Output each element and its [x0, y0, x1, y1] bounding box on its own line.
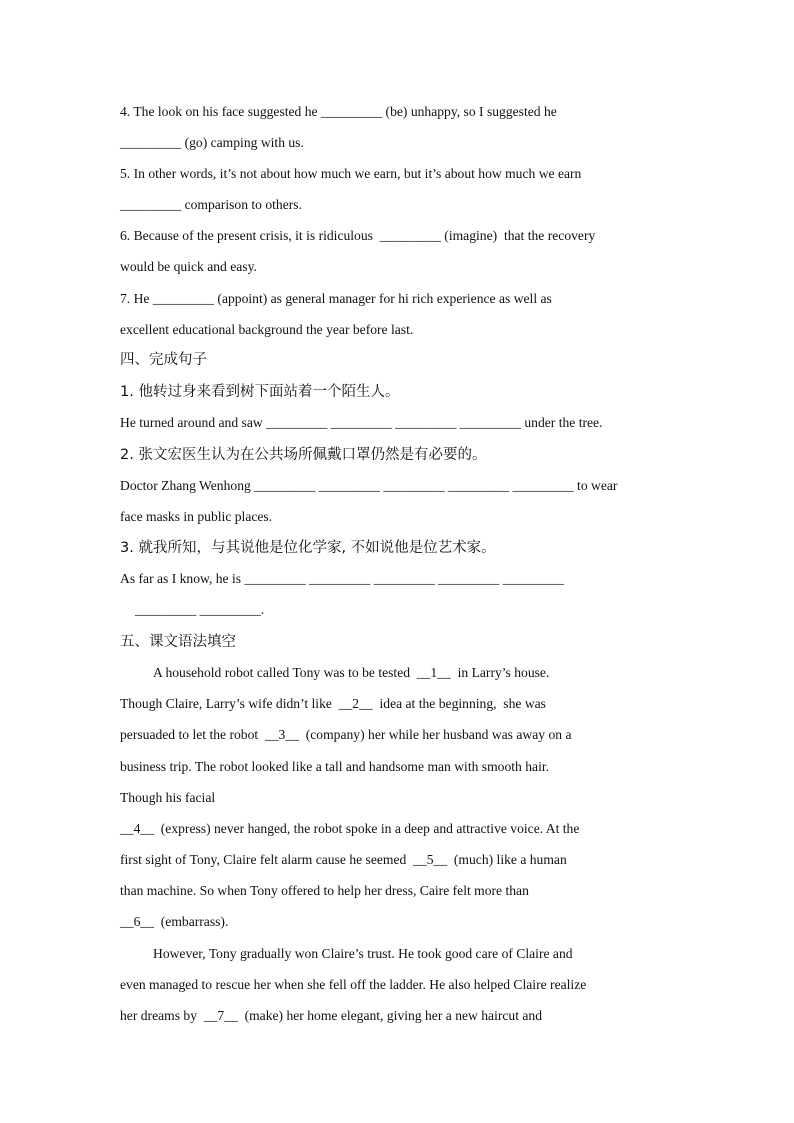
passage-line-2: Though Claire, Larry’s wife didn’t like __2__ idea at the beginning, she was: [120, 696, 546, 711]
passage-line-9: __6__ (embarrass).: [120, 914, 229, 929]
passage-line-5: Though his facial: [120, 790, 216, 805]
section-5-heading: 五、课文语法填空: [120, 634, 236, 650]
question-5-line-1: 5. In other words, it’s not about how much we earn, but it’s about how much we earn: [120, 166, 582, 181]
question-6-line-2: would be quick and easy.: [120, 259, 257, 274]
passage-line-12: her dreams by __7__ (make) her home elegant, giving her a new haircut and: [120, 1008, 543, 1023]
sentence-2-english-line-1: Doctor Zhang Wenhong _________ _________ _________ _________ _________ to wear: [120, 478, 618, 493]
question-6-line-1: 6. Because of the present crisis, it is ridiculous _________ (imagine) that the recovery: [120, 228, 596, 243]
sentence-1-english: He turned around and saw _________ _________ _________ _________ under the tree.: [120, 415, 603, 430]
question-4-line-1: 4. The look on his face suggested he _________ (be) unhappy, so I suggested he: [120, 104, 557, 119]
sentence-3-chinese: 3. 就我所知，与其说他是位化学家, 不如说他是位艺术家。: [120, 540, 496, 556]
passage-line-1: A household robot called Tony was to be tested __1__ in Larry’s house.: [153, 665, 550, 680]
question-7-line-2: excellent educational background the year before last.: [120, 322, 414, 337]
sentence-2-chinese: 2. 张文宏医生认为在公共场所佩戴口罩仍然是有必要的。: [120, 447, 487, 463]
passage-line-11: even managed to rescue her when she fell off the ladder. He also helped Claire realize: [120, 977, 587, 992]
question-5-line-2: _________ comparison to others.: [120, 197, 302, 212]
passage-line-10: However, Tony gradually won Claire’s trust. He took good care of Claire and: [153, 946, 573, 961]
passage-line-7: first sight of Tony, Claire felt alarm cause he seemed __5__ (much) like a human: [120, 852, 567, 867]
passage-line-3: persuaded to let the robot __3__ (company) her while her husband was away on a: [120, 727, 572, 742]
sentence-1-chinese: 1. 他转过身来看到树下面站着一个陌生人。: [120, 384, 400, 400]
question-4-line-2: _________ (go) camping with us.: [120, 135, 304, 150]
question-7-line-1: 7. He _________ (appoint) as general manager for hi rich experience as well as: [120, 291, 552, 306]
sentence-3-english-line-1: As far as I know, he is _________ _________ _________ _________ _________: [120, 571, 564, 586]
passage-line-6: __4__ (express) never hanged, the robot spoke in a deep and attractive voice. At the: [120, 821, 580, 836]
passage-line-4: business trip. The robot looked like a tall and handsome man with smooth hair.: [120, 759, 550, 774]
section-4-heading: 四、完成句子: [120, 352, 207, 368]
sentence-3-english-line-2: _________ _________.: [135, 602, 265, 617]
passage-line-8: than machine. So when Tony offered to help her dress, Caire felt more than: [120, 883, 529, 898]
sentence-2-english-line-2: face masks in public places.: [120, 509, 273, 524]
